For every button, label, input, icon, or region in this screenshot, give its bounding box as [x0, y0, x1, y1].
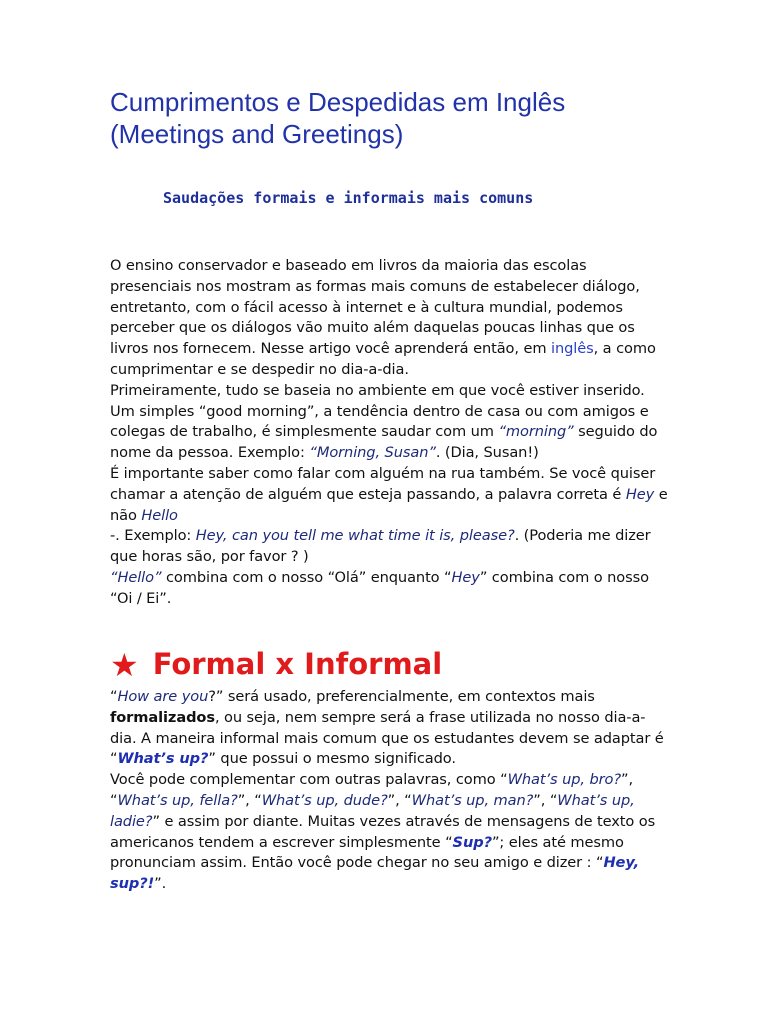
- paragraph: “How are you?” será usado, preferencialmente, em contextos mais formalizados, ou seja, nem sempre será a frase utilizada no nosso dia-a-dia. A maneira informal mais comum que os estudantes devem se adaptar é “What’s up?” que possui o mesmo significado.: [110, 688, 664, 768]
- section-heading: [110, 644, 670, 685]
- intro-text: [110, 256, 670, 610]
- paragraph: É importante saber como falar com alguém na rua também. Se você quiser chamar a atenção de alguém que esteja passando, a palavra correta é Hey e não Hello: [110, 464, 668, 524]
- title-line-1: Cumprimentos e Despedidas em Inglês: [110, 87, 566, 117]
- paragraph: O ensino conservador e baseado em livros da maioria das escolas presenciais nos mostram as formas mais comuns de estabelecer diálogo, entretanto, com o fácil acesso à internet e à cultura mundial, podemos perceber que os diálogos vão muito além daquelas poucas linhas que os livros nos fornecem. Nesse artigo você aprenderá então, em inglês, a como cumprimentar e se despedir no dia-a-dia.: [110, 257, 656, 378]
- page-title: [110, 86, 710, 150]
- paragraph: -. Exemplo: Hey, can you tell me what time it is, please?. (Poderia me dizer que horas são, por favor ? ): [110, 527, 651, 566]
- section-heading-label: Formal x Informal: [152, 647, 443, 681]
- ingles-link[interactable]: inglês: [551, 340, 594, 358]
- formal-informal-text: [110, 687, 670, 895]
- subtitle: Saudações formais e informais mais comuns: [163, 189, 534, 207]
- star-icon: ★: [110, 646, 139, 684]
- title-line-2: (Meetings and Greetings): [110, 119, 404, 149]
- paragraph: Primeiramente, tudo se baseia no ambiente em que você estiver inserido. Um simples “good morning”, a tendência dentro de casa ou com amigos e colegas de trabalho, é simplesmente saudar com um “morning” seguido do nome da pessoa. Exemplo: “Morning, Susan”. (Dia, Susan!): [110, 381, 658, 462]
- paragraph: “Hello” combina com o nosso “Olá” enquanto “Hey” combina com o nosso “Oi / Ei”.: [110, 568, 649, 607]
- paragraph: Você pode complementar com outras palavras, como “What’s up, bro?”, “What’s up, fella?”, “What’s up, dude?”, “What’s up, man?”, “What’s up, ladie?” e assim por diante. Muitas vezes através de mensagens de texto os americanos tendem a escrever simplesmente “Sup?”; eles até mesmo pronunciam assim. Então você pode chegar no seu amigo e dizer : “Hey, sup?!”.: [110, 771, 656, 893]
